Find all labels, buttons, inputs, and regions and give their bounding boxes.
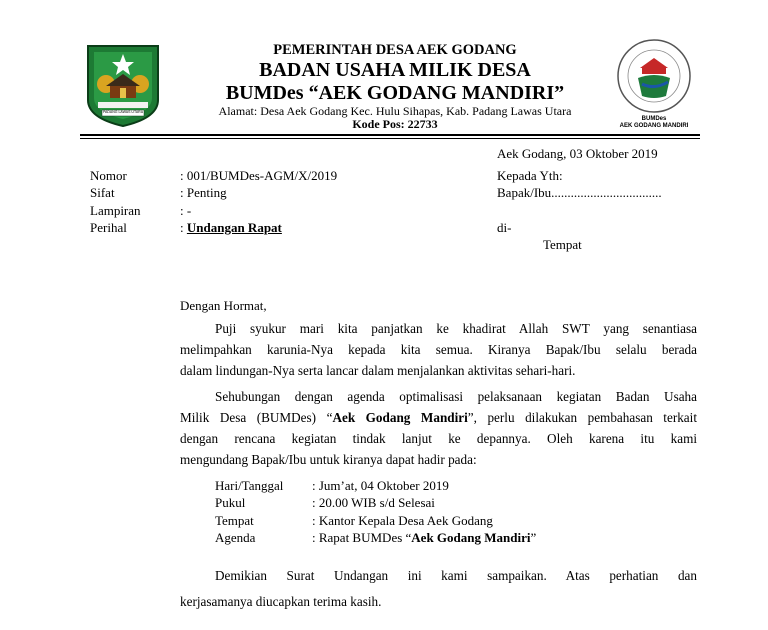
agenda-label-place: Tempat [215, 513, 254, 528]
paragraph-2-line: mengundang Bapak/Ibu untuk kiranya dapat hadir pada: [180, 452, 477, 467]
header-line1: PEMERINTAH DESA AEK GODANG [273, 42, 517, 58]
paragraph-2 [180, 386, 697, 470]
agenda-value-place: : Kantor Kepala Desa Aek Godang [312, 513, 493, 528]
agenda-value-time: : 20.00 WIB s/d Selesai [312, 495, 435, 510]
meta-value-perihal [180, 220, 282, 236]
header-divider [80, 134, 700, 136]
agenda-label-date: Hari/Tanggal [215, 478, 284, 493]
agenda-label-time: Pukul [215, 495, 246, 510]
meta-value-nomor: : 001/BUMDes-AGM/X/2019 [180, 168, 338, 183]
agenda-org-name: Aek Godang Mandiri [411, 530, 531, 545]
recipient-di: di- [497, 220, 512, 235]
meta-label-sifat: Sifat [90, 185, 115, 200]
paragraph-1-line: Puji syukur mari kita panjatkan ke khadirat Allah SWT yang senantiasa [215, 321, 697, 336]
header-line3: BUMDes “AEK GODANG MANDIRI” [225, 82, 565, 104]
header-line2: BADAN USAHA MILIK DESA [259, 59, 531, 81]
agenda-value-text: ” [530, 530, 537, 545]
greeting: Dengan Hormat, [180, 298, 267, 313]
header-postal: Kode Pos: 22733 [352, 117, 438, 131]
agenda-value-date: : Jum’at, 04 Oktober 2019 [312, 478, 449, 493]
header-address: Alamat: Desa Aek Godang Kec. Hulu Sihapas, Kab. Padang Lawas Utara [218, 104, 572, 118]
closing-line: Demikian Surat Undangan ini kami sampaikan. Atas perhatian dan [215, 568, 697, 583]
letter-date: Aek Godang, 03 Oktober 2019 [497, 146, 658, 161]
organization-name: Aek Godang Mandiri [332, 410, 468, 425]
recipient-name: Bapak/Ibu.................................. [497, 185, 662, 200]
agenda-value-text: : Rapat BUMDes “ [312, 530, 412, 545]
meta-value-lampiran: : - [180, 203, 192, 218]
regency-logo [80, 40, 166, 128]
agenda-value-agenda [312, 530, 536, 546]
paragraph-2-line [180, 407, 697, 428]
paragraph-1-line: dalam lindungan-Nya serta lancar dalam menjalankan aktivitas sehari-hari. [180, 363, 576, 378]
meta-perihal-prefix: : [180, 220, 187, 235]
bumdes-logo [608, 38, 700, 130]
recipient-to: Kepada Yth: [497, 168, 563, 183]
paragraph-1 [180, 318, 697, 381]
closing-line: kerjasamanya diucapkan terima kasih. [180, 594, 382, 609]
meta-value-sifat: : Penting [180, 185, 227, 200]
meta-perihal-subject: Undangan Rapat [186, 220, 282, 235]
recipient-place: Tempat [543, 237, 582, 252]
paragraph-2-line: dengan rencana kegiatan tindak lanjut ke depannya. Oleh karena itu kami [180, 431, 697, 446]
paragraph-2-text: Milik Desa (BUMDes) “ [180, 410, 333, 425]
bumdes-logo-label1: BUMDes [641, 116, 667, 122]
closing-paragraph [180, 563, 697, 615]
meta-label-nomor: Nomor [90, 168, 127, 183]
paragraph-1-line: melimpahkan karunia-Nya kepada kita semua. Kiranya Bapak/Ibu selalu berada [180, 342, 697, 357]
meta-label-lampiran: Lampiran [90, 203, 141, 218]
paragraph-2-text: ”, perlu dilakukan pembahasan terkait [467, 410, 697, 425]
regency-logo-banner: PADANG LAWAS UTARA [102, 110, 144, 114]
bumdes-logo-label2: AEK GODANG MANDIRI [619, 123, 689, 129]
meta-label-perihal: Perihal [90, 220, 127, 235]
paragraph-2-line: Sehubungan dengan agenda optimalisasi pelaksanaan kegiatan Badan Usaha [215, 389, 697, 404]
header-divider-thin [80, 138, 700, 139]
agenda-label-agenda: Agenda [215, 530, 256, 545]
